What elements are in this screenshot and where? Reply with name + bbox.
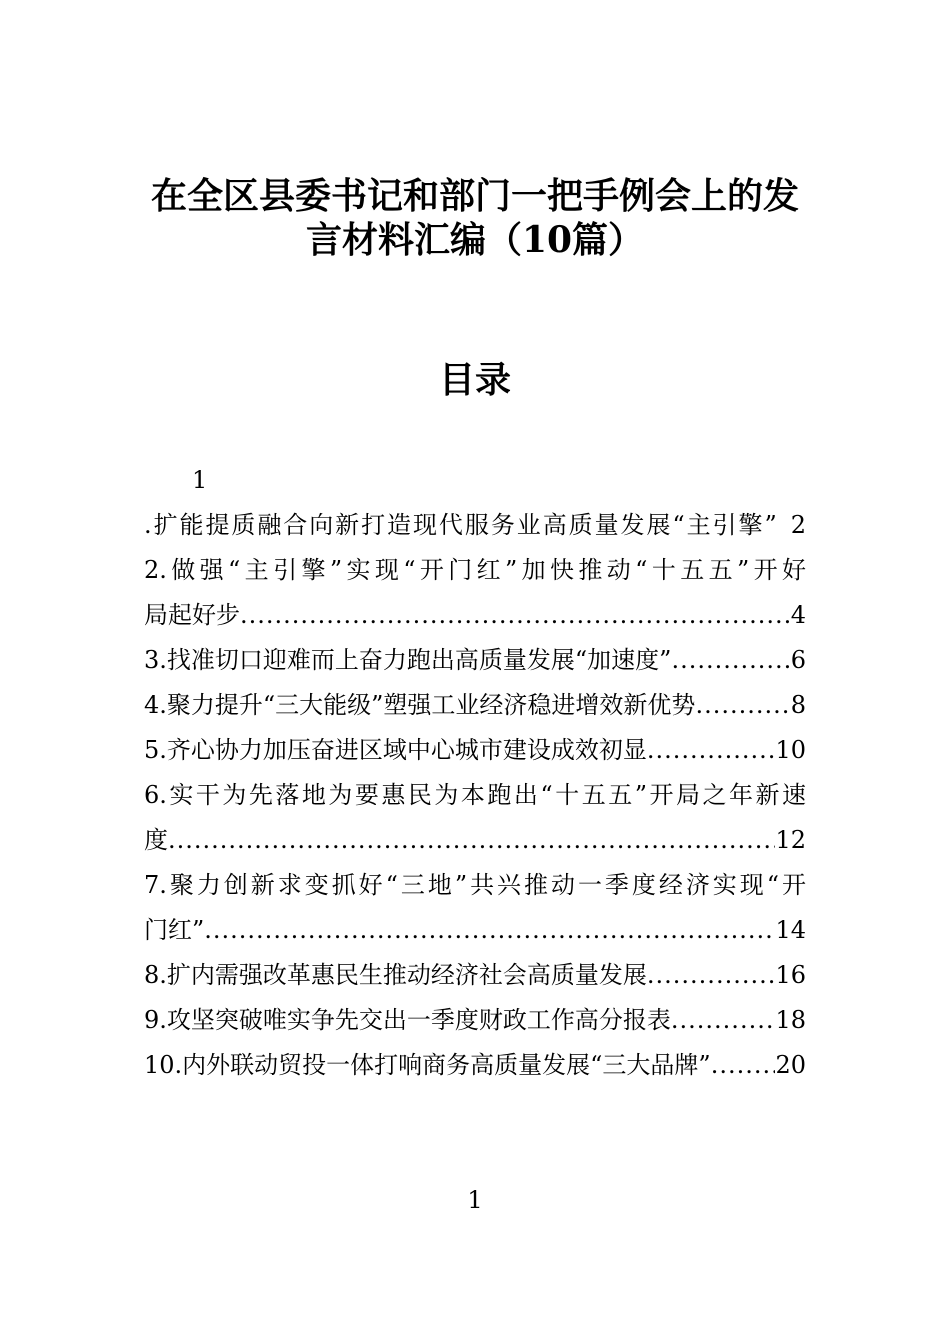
toc-entry-text: 5.齐心协力加压奋进区域中心城市建设成效初显: [144, 736, 647, 764]
toc-leader-dots: [240, 593, 791, 638]
toc-entry-9[interactable]: [144, 998, 806, 1043]
toc-entry-text: 4.聚力提升“三大能级”塑强工业经济稳进增效新优势: [144, 691, 696, 719]
toc-entry-page: 16: [775, 961, 806, 989]
toc-entry-text-cont: 门红”: [144, 916, 205, 944]
toc-entry-text: 6.实干为先落地为要惠民为本跑出“十五五”开局之年新速: [144, 781, 806, 809]
toc-entry-7-cont[interactable]: [144, 908, 806, 953]
toc-entry-3[interactable]: [144, 638, 806, 683]
toc-leader-dots: [671, 638, 790, 683]
toc-entry-1[interactable]: [144, 503, 806, 548]
toc-entry-page: 14: [775, 916, 806, 944]
toc-leader-dots: [695, 683, 790, 728]
toc-entry-2[interactable]: [144, 548, 806, 593]
toc-heading: 目录: [438, 359, 511, 401]
toc-leader-dots: [647, 953, 776, 998]
toc-entry-page: 10: [775, 736, 806, 764]
toc-entry-2-cont[interactable]: [144, 593, 806, 638]
toc-leader-dots: [168, 818, 775, 863]
toc-entry-5[interactable]: [144, 728, 806, 773]
toc-entry-text: .扩能提质融合向新打造现代服务业高质量发展“主引擎”: [144, 511, 777, 539]
toc-entry-text-cont: 度: [144, 826, 168, 854]
toc-entry-10[interactable]: [144, 1043, 806, 1088]
toc-leader-dots: [711, 1043, 776, 1088]
toc-entry-text: 7.聚力创新求变抓好“三地”共兴推动一季度经济实现“开: [144, 871, 806, 899]
toc-entry-page: 8: [790, 691, 806, 719]
toc-entry-text: 3.找准切口迎难而上奋力跑出高质量发展“加速度”: [144, 646, 672, 674]
toc-entry-page: 18: [775, 1006, 806, 1034]
toc-entry-text-cont: 局起好步: [144, 601, 240, 629]
toc-entry-text: 10.内外联动贸投一体打响商务高质量发展“三大品牌”: [144, 1051, 711, 1079]
toc-entry-8[interactable]: [144, 953, 806, 998]
toc-stray-number: 1: [192, 466, 208, 494]
toc-entry-text: 8.扩内需强改革惠民生推动经济社会高质量发展: [144, 961, 647, 989]
toc-entry-page: 2: [790, 511, 806, 539]
document-title-line2: 言材料汇编（10篇）: [305, 219, 645, 261]
toc-entry-page: 6: [790, 646, 806, 674]
toc-leader-dots: [204, 908, 775, 953]
toc-leader-dots: [647, 728, 776, 773]
toc-entry-page: 12: [775, 826, 806, 854]
toc-entry-4[interactable]: [144, 683, 806, 728]
toc-entry-text: 2.做强“主引擎”实现“开门红”加快推动“十五五”开好: [144, 556, 806, 584]
toc-entry-6-cont[interactable]: [144, 818, 806, 863]
document-title-line1: 在全区县委书记和部门一把手例会上的发: [150, 175, 799, 217]
toc-list: [144, 503, 806, 1088]
toc-leader-dots: [671, 998, 776, 1043]
toc-entry-page: 4: [790, 601, 806, 629]
toc-entry-page: 20: [775, 1051, 806, 1079]
page-number: 1: [467, 1186, 483, 1214]
toc-entry-text: 9.攻坚突破唯实争先交出一季度财政工作高分报表: [144, 1006, 671, 1034]
toc-entry-7[interactable]: [144, 863, 806, 908]
toc-entry-6[interactable]: [144, 773, 806, 818]
